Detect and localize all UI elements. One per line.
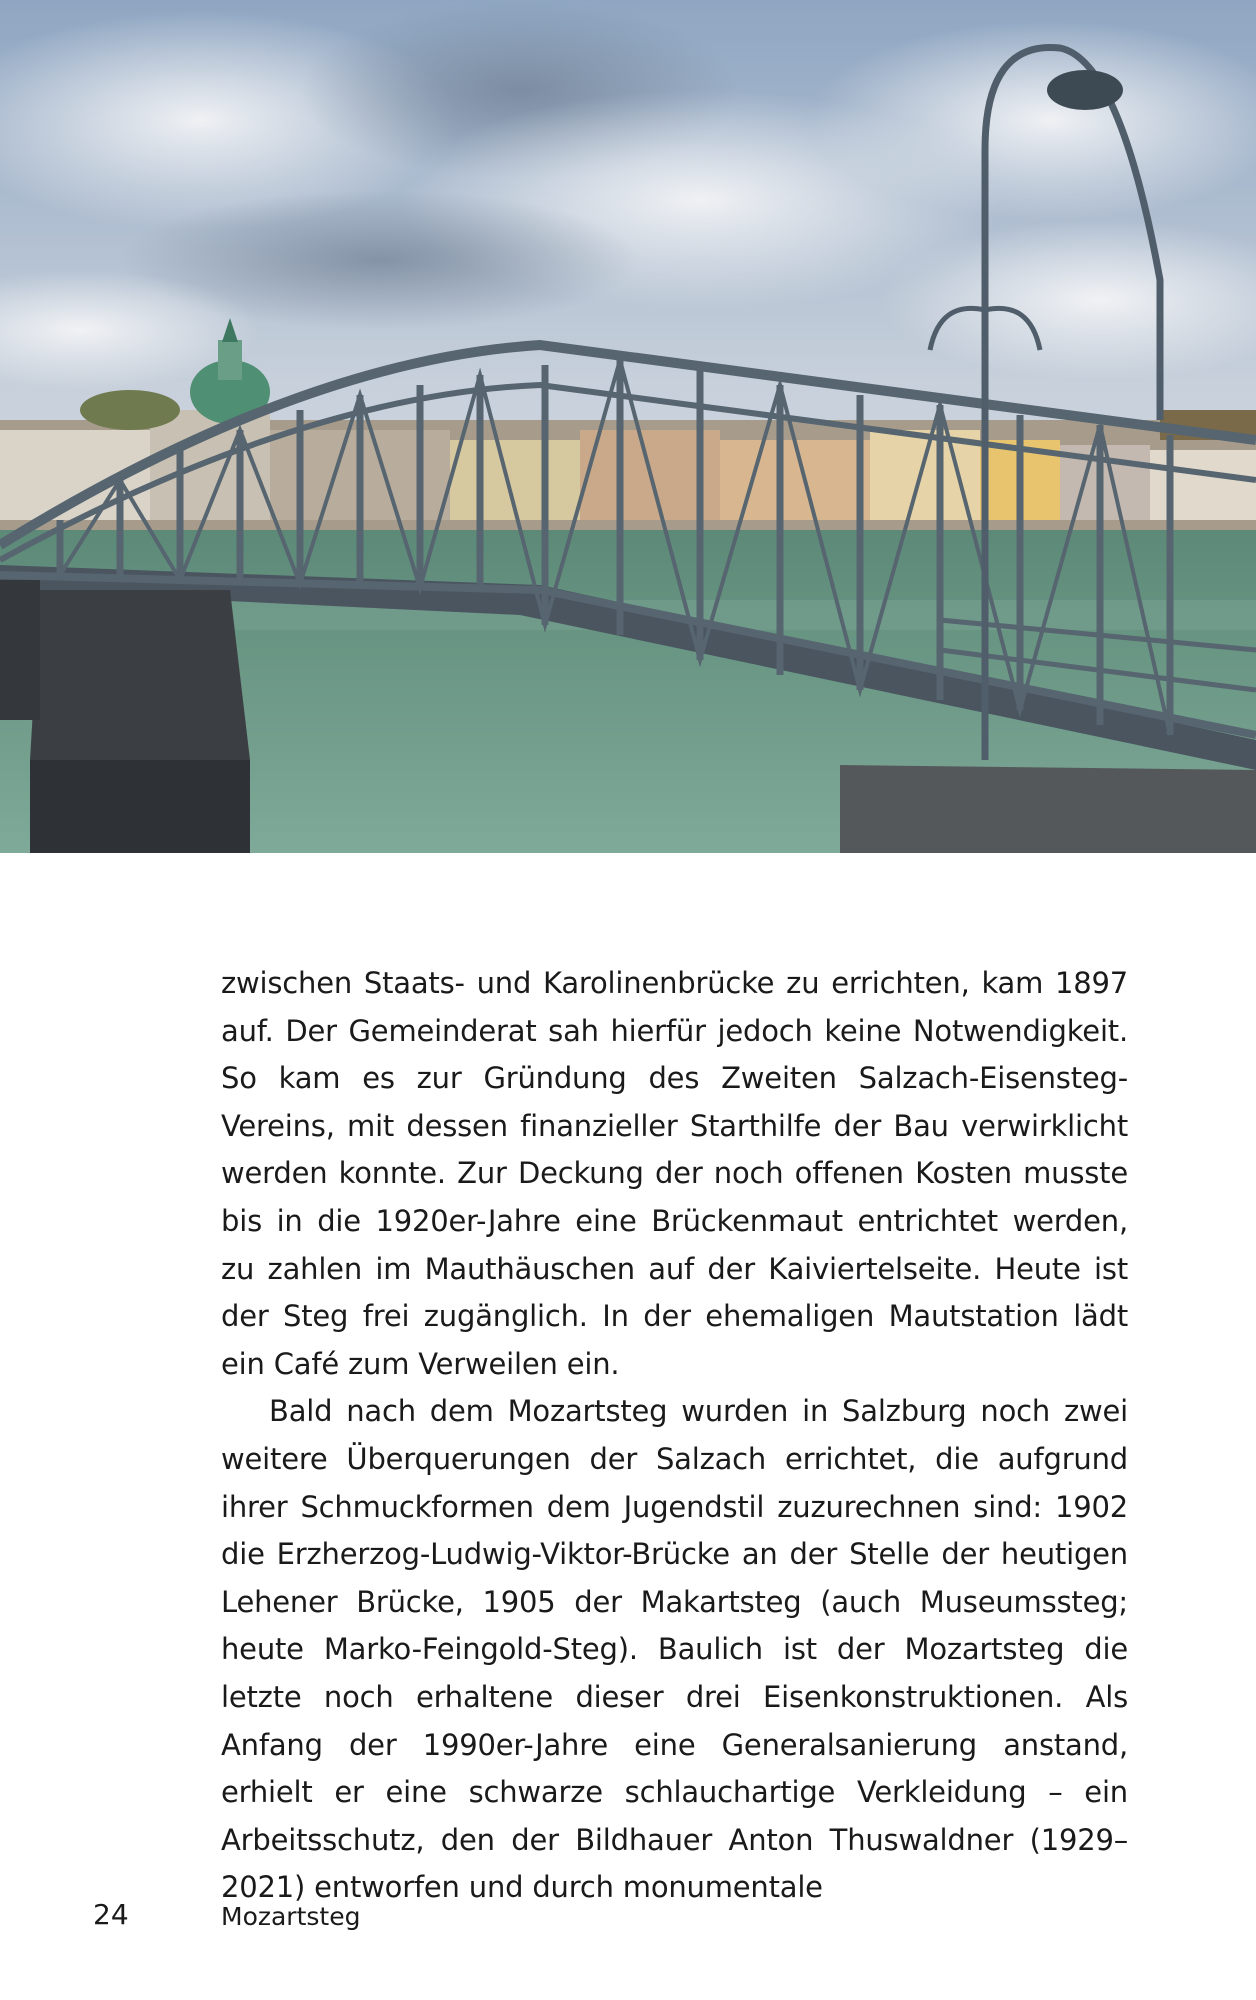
- running-title: Mozartsteg: [221, 1902, 361, 1931]
- body-text: [221, 960, 1128, 1912]
- bridge-photo: [0, 0, 1256, 853]
- paragraph: Bald nach dem Mozartsteg wurden in Salzburg noch zwei weitere Überquerungen der Salzach errichtet, die aufgrund ihrer Schmuckformen dem Jugendstil zuzurechnen sind: 1902 die Erzherzog-Ludwig-Viktor-Brücke an der Stelle der heutigen Lehener Brücke, 1905 der Makartsteg (auch Museumssteg; heute Marko-Feingold-Steg). Baulich ist der Mozartsteg die letzte noch erhaltene dieser drei Eisenkonstruktionen. Als Anfang der 1990er-Jahre eine Generalsanierung anstand, erhielt er eine schwarze schlauchartige Verkleidung – ein Arbeitsschutz, den der Bildhauer Anton Thuswaldner (1929–2021) entworfen und durch monumentale: [221, 1394, 1128, 1905]
- page-number: 24: [93, 1898, 129, 1931]
- paragraph: zwischen Staats- und Karolinenbrücke zu errichten, kam 1897 auf. Der Gemeinderat sah hierfür jedoch keine Notwendigkeit. So kam es zur Gründung des Zweiten Salzach-Eisensteg-Vereins, mit dessen finanzieller Starthilfe der Bau verwirklicht werden konnte. Zur Deckung der noch offenen Kosten musste bis in die 1920er-Jahre eine Brückenmaut entrichtet werden, zu zahlen im Mauthäuschen auf der Kaiviertelseite. Heute ist der Steg frei zugänglich. In der ehemaligen Mautstation lädt ein Café zum Verweilen ein.: [221, 966, 1128, 1381]
